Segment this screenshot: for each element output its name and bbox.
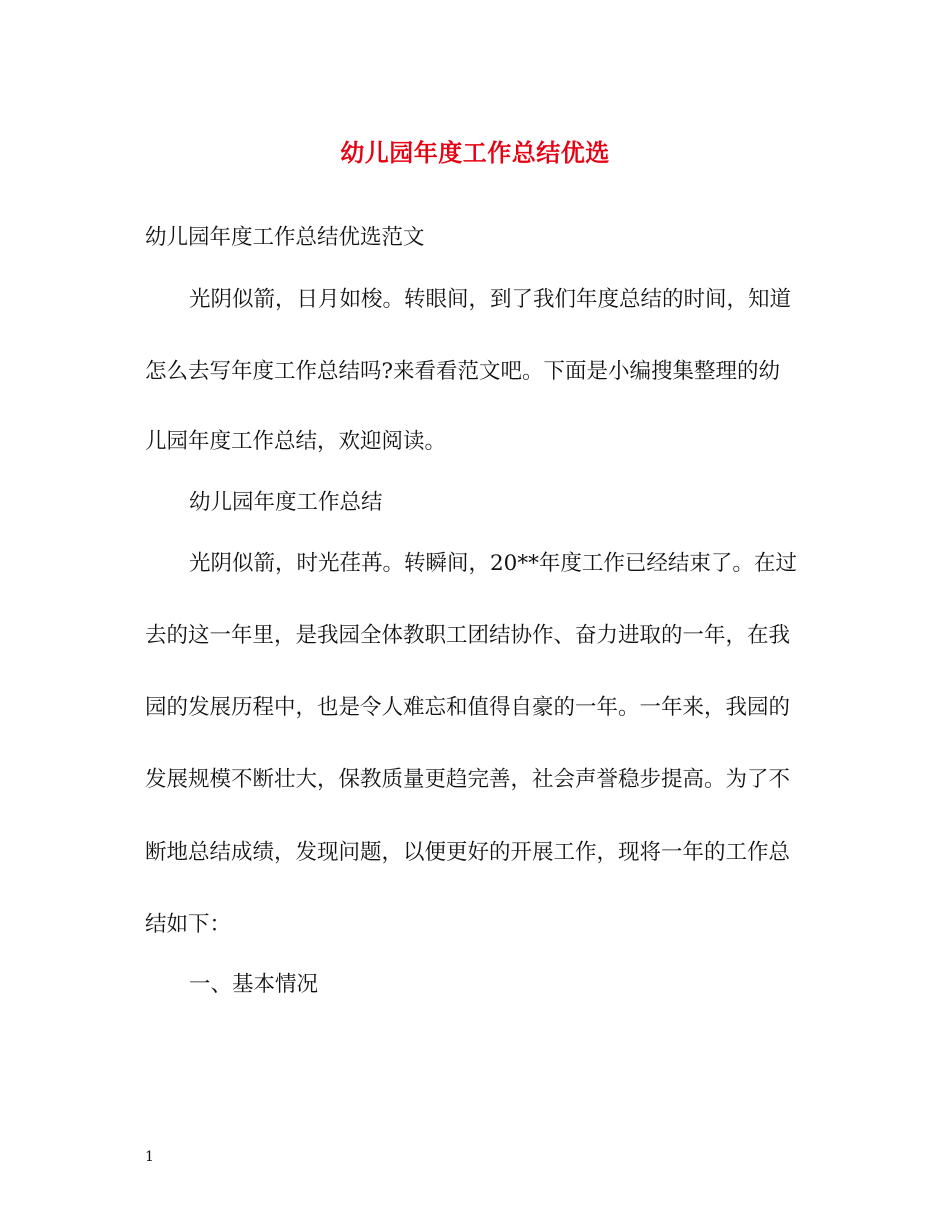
paragraph-line: 去的这一年里，是我园全体教职工团结协作、奋力进取的一年，在我 — [145, 623, 791, 648]
paragraph-line: 发展规模不断壮大，保教质量更趋完善，社会声誉稳步提高。为了不 — [145, 767, 791, 792]
paragraph-line: 怎么去写年度工作总结吗?来看看范文吧。下面是小编搜集整理的幼 — [145, 359, 781, 384]
paragraph-line: 光阴似箭，时光荏苒。转瞬间，20**年度工作已经结束了。在过 — [189, 551, 797, 576]
page-number: 1 — [145, 1149, 154, 1165]
paragraph-line: 断地总结成绩，发现问题，以便更好的开展工作，现将一年的工作总 — [145, 840, 791, 865]
section-heading: 幼儿园年度工作总结 — [189, 490, 383, 515]
document-subtitle: 幼儿园年度工作总结优选范文 — [145, 225, 425, 250]
paragraph-line: 园的发展历程中，也是令人难忘和值得自豪的一年。一年来，我园的 — [145, 695, 791, 720]
paragraph-line: 光阴似箭，日月如梭。转眼间，到了我们年度总结的时间，知道 — [189, 287, 792, 312]
document-title: 幼儿园年度工作总结优选 — [340, 138, 610, 167]
paragraph-line: 儿园年度工作总结，欢迎阅读。 — [145, 429, 447, 454]
paragraph-line: 结如下： — [145, 912, 232, 937]
section-heading: 一、基本情况 — [189, 972, 319, 997]
